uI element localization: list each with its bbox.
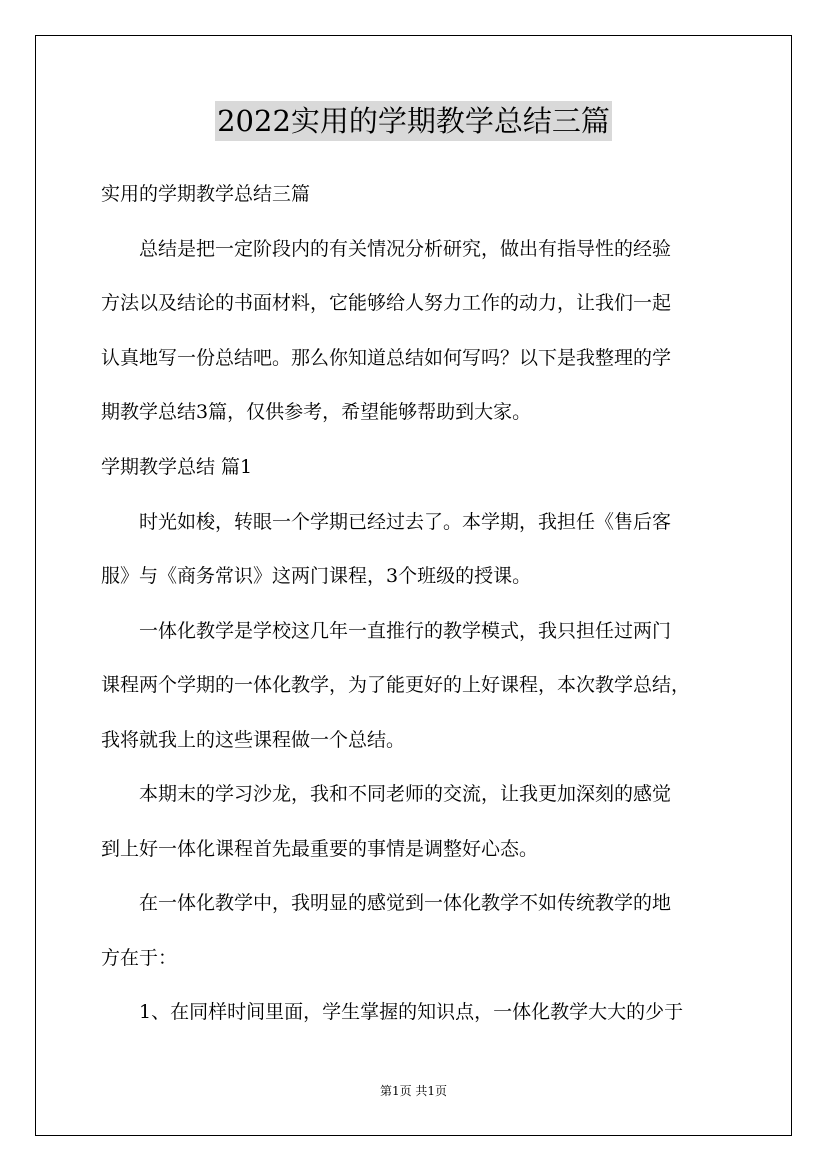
text-line: 认真地写一份总结吧。那么你知道总结如何写吗？以下是我整理的学 <box>101 347 672 369</box>
title-container <box>0 101 827 141</box>
text-line: 到上好一体化课程首先最重要的事情是调整好心态。 <box>101 838 539 860</box>
text-line: 学期教学总结 篇1 <box>101 456 253 478</box>
text-line: 一体化教学是学校这几年一直推行的教学模式，我只担任过两门 <box>101 620 672 642</box>
text-line: 总结是把一定阶段内的有关情况分析研究，做出有指导性的经验 <box>101 238 672 260</box>
text-line: 本期末的学习沙龙，我和不同老师的交流，让我更加深刻的感觉 <box>101 783 672 805</box>
text-line: 实用的学期教学总结三篇 <box>101 183 311 205</box>
document-title: 2022实用的学期教学总结三篇 <box>215 101 612 141</box>
text-line: 方在于： <box>101 947 178 969</box>
text-line: 时光如梭，转眼一个学期已经过去了。本学期，我担任《售后客 <box>101 511 672 533</box>
text-line: 服》与《商务常识》这两门课程，3个班级的授课。 <box>101 565 532 587</box>
text-line: 期教学总结3篇，仅供参考，希望能够帮助到大家。 <box>101 401 532 423</box>
text-line: 在一体化教学中，我明显的感觉到一体化教学不如传统教学的地 <box>101 892 672 914</box>
page-footer: 第1页 共1页 <box>379 1084 448 1098</box>
text-line: 1、在同样时间里面，学生掌握的知识点，一体化教学大大的少于 <box>101 1001 684 1023</box>
text-line: 方法以及结论的书面材料，它能够给人努力工作的动力，让我们一起 <box>101 292 672 314</box>
text-line: 我将就我上的这些课程做一个总结。 <box>101 729 406 751</box>
text-line: 课程两个学期的一体化教学，为了能更好的上好课程，本次教学总结， <box>101 674 691 696</box>
